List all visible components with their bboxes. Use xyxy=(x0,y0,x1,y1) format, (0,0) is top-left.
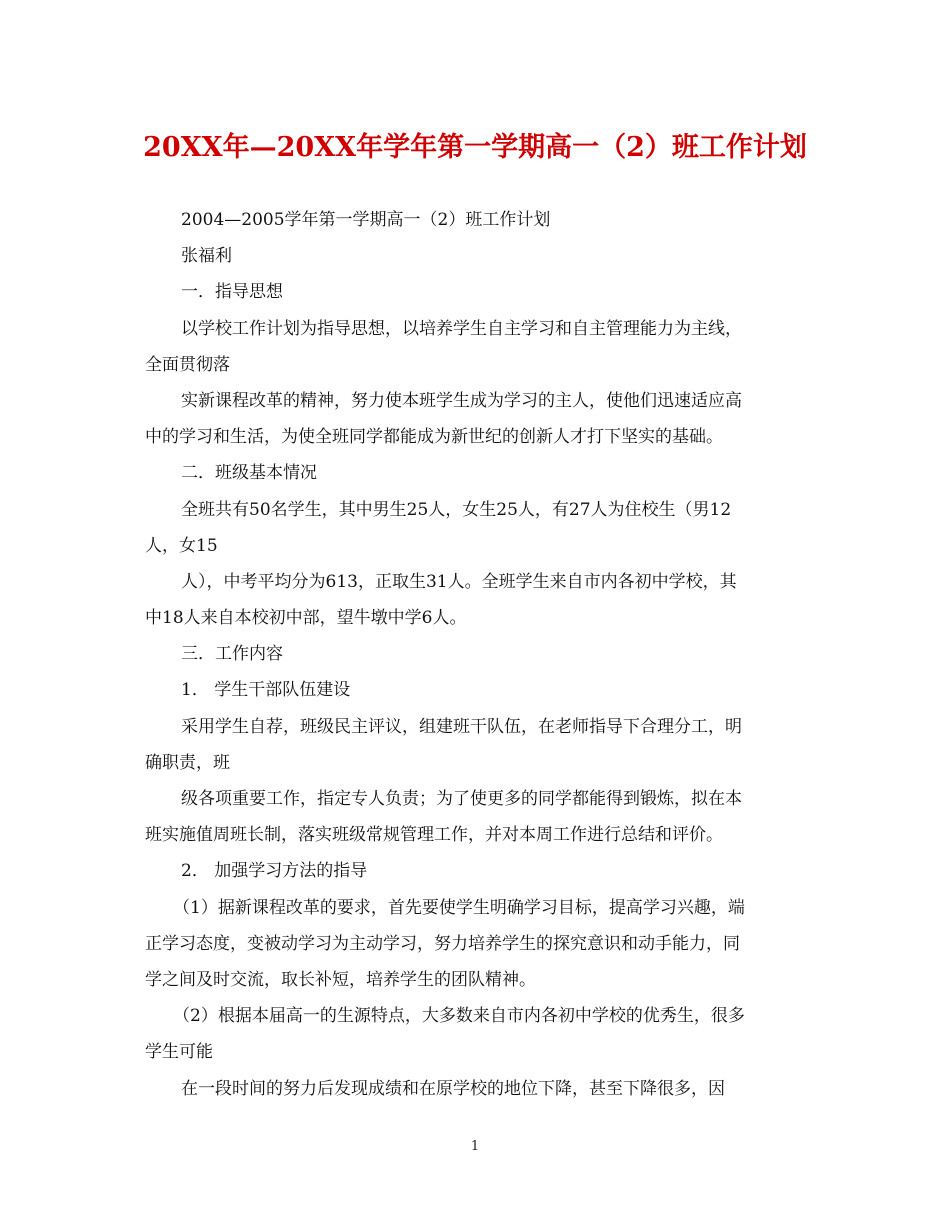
text-line: 班实施值周班长制，落实班级常规管理工作，并对本周工作进行总结和评价。 xyxy=(145,825,723,846)
text-line: 人），中考平均分为613，正取生31人。全班学生来自市内各初中学校，其 xyxy=(181,571,737,592)
text-line: 中18人来自本校初中部，望牛墩中学6人。 xyxy=(145,608,467,629)
text-line: 二．班级基本情况 xyxy=(181,463,317,484)
text-line: 张福利 xyxy=(181,246,232,267)
text-line: 2． 加强学习方法的指导 xyxy=(181,861,368,882)
text-line: （2）根据本届高一的生源特点，大多数来自市内各初中学校的优秀生，很多 xyxy=(173,1006,745,1027)
text-line: （1）据新课程改革的要求，首先要使学生明确学习目标，提高学习兴趣，端 xyxy=(173,897,745,918)
text-line: 三．工作内容 xyxy=(181,644,283,665)
text-line: 1． 学生干部队伍建设 xyxy=(181,680,351,701)
document-body xyxy=(145,202,810,1107)
text-line: 人，女15 xyxy=(145,535,218,556)
text-line: 以学校工作计划为指导思想，以培养学生自主学习和自主管理能力为主线， xyxy=(181,318,742,339)
text-line: 级各项重要工作，指定专人负责；为了使更多的同学都能得到锻炼，拟在本 xyxy=(181,789,742,809)
document-title: 20XX年—20XX年学年第一学期高一（2）班工作计划 xyxy=(143,132,807,163)
text-line: 2004—2005学年第一学期高一（2）班工作计划 xyxy=(181,210,551,230)
text-line: 全面贯彻落 xyxy=(145,354,230,375)
text-line: 中的学习和生活，为使全班同学都能成为新世纪的创新人才打下坚实的基础。 xyxy=(145,427,723,448)
text-line: 全班共有50名学生，其中男生25人，女生25人，有27人为住校生（男12 xyxy=(181,499,732,520)
text-line: 学之间及时交流，取长补短，培养学生的团队精神。 xyxy=(145,969,536,990)
text-line: 采用学生自荐，班级民主评议，组建班干队伍，在老师指导下合理分工，明 xyxy=(181,716,742,737)
page-number: 1 xyxy=(470,1139,480,1154)
text-line: 学生可能 xyxy=(145,1042,213,1063)
text-line: 确职责，班 xyxy=(145,752,230,773)
text-line: 实新课程改革的精神，努力使本班学生成为学习的主人，使他们迅速适应高 xyxy=(181,390,742,411)
text-line: 一．指导思想 xyxy=(181,282,283,303)
text-line: 正学习态度，变被动学习为主动学习，努力培养学生的探究意识和动手能力，同 xyxy=(145,933,740,954)
text-line: 在一段时间的努力后发现成绩和在原学校的地位下降，甚至下降很多，因 xyxy=(181,1078,725,1099)
